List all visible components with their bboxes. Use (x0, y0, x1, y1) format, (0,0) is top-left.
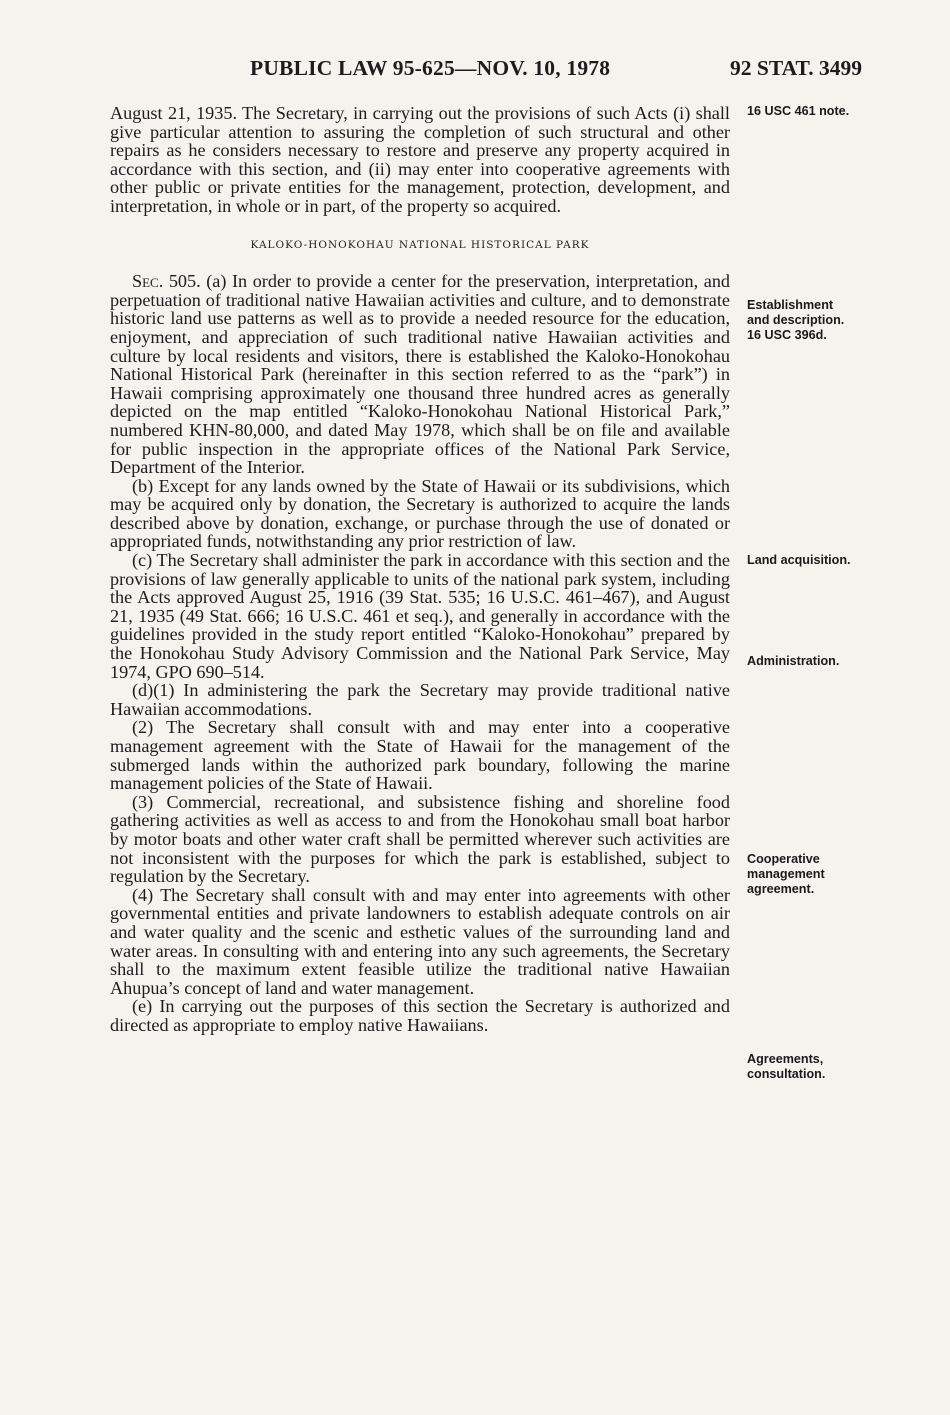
margin-note-establishment (747, 298, 942, 343)
running-header-title: PUBLIC LAW 95-625—NOV. 10, 1978 (250, 56, 611, 80)
paragraph-e: (e) In carrying out the purposes of this section the Secretary is authorized and directed as appropriate to employ native Hawaiians. (110, 996, 730, 1035)
section-label: Sec. 505. (132, 271, 201, 292)
paragraph-intro: August 21, 1935. The Secretary, in carrying out the provisions of such Acts (i) shall give particular attention to assuring the completion of such structural and other repairs as he considers necessary to restore and preserve any property acquired in accordance with this section, and (ii) may enter into cooperative agreements with other public or private entities for the management, protection, development, and interpretation, in whole or in part, of the property so acquired. (110, 103, 730, 216)
margin-note-line: management (747, 867, 825, 881)
paragraph-d2: (2) The Secretary shall consult with and may enter into a cooperative management agreement with the State of Hawaii for the management of the submerged lands within the authorized park boundary, following the marine management policies of the State of Hawaii. (110, 717, 730, 794)
paragraph-c: (c) The Secretary shall administer the park in accordance with this section and the provisions of law generally applicable to units of the national park system, including the Acts approved August 25, 1916 (39 Stat. 535; 16 U.S.C. 461–467), and August 21, 1935 (49 Stat. 666; 16 U.S.C. 461 et seq.), and generally in accordance with the guidelines provided in the study report entitled “Kaloko-Honokohau” prepared by the Honokohau Study Advisory Commission and the National Park Service, May 1974, GPO 690–514. (110, 550, 730, 682)
section-heading: KALOKO-HONOKOHAU NATIONAL HISTORICAL PARK (250, 238, 590, 251)
margin-note-line: agreement. (747, 882, 815, 896)
running-header-stat-page: 92 STAT. 3499 (730, 56, 863, 80)
margin-note-administration: Administration. (747, 654, 840, 668)
body-text (110, 104, 730, 1035)
paragraph-a-text: (a) In order to provide a center for the preservation, interpretation, and perpetuation of traditional native Hawaiian activities and culture, and to demonstrate historic land use patterns as well as to provide a needed resource for the education, enjoyment, and appreciation of such traditional native Hawaiian activities and culture by local residents and visitors, there is established the Kaloko-Honokohau National Historical Park (hereinafter in this section referred to as the “park”) in Hawaii comprising approximately one thousand three hundred acres as generally depicted on the map entitled “Kaloko-Honokohau National Historical Park,” numbered KHN-80,000, and dated May 1978, which shall be on file and available for public inspection in the appropriate offices of the National Park Service, Department of the Interior. (110, 271, 731, 478)
paragraph-a (110, 272, 730, 477)
paragraph-d1: (d)(1) In administering the park the Secretary may provide traditional native Hawaiian accommodations. (110, 680, 730, 719)
margin-note-line: consultation. (747, 1067, 826, 1081)
margin-note-usc-461: 16 USC 461 note. (747, 104, 850, 118)
margin-note-land-acquisition: Land acquisition. (747, 553, 851, 567)
paragraph-d3: (3) Commercial, recreational, and subsistence fishing and shoreline food gathering activities as well as access to and from the Honokohau small boat harbor by motor boats and other water craft shall be permitted wherever such activities are not inconsistent with the purposes for which the park is established, subject to regulation by the Secretary. (110, 791, 730, 887)
paragraph-d4: (4) The Secretary shall consult with and may enter into agreements with other governmental entities and private landowners to establish adequate controls on air and water quality and the scenic and esthetic values of the surrounding land and water areas. In consulting with and entering into any such agreements, the Secretary shall to the maximum extent feasible utilize the traditional native Hawaiian Ahupua’s concept of land and water management. (110, 884, 730, 998)
margin-note-line: and description. (747, 313, 845, 327)
margin-note-agreements-consultation (747, 1052, 942, 1082)
margin-note-cooperative-agreement (747, 852, 942, 897)
paragraph-b: (b) Except for any lands owned by the State of Hawaii or its subdivisions, which may be acquired only by donation, the Secretary is authorized to acquire the lands described above by donation, exchange, or purchase through the use of donated or appropriated funds, notwithstanding any prior restriction of law. (110, 475, 730, 552)
margin-note-line: Cooperative (747, 852, 820, 866)
margin-note-line: Agreements, (747, 1052, 824, 1066)
margin-note-line: Establishment (747, 298, 834, 312)
margin-note-line: 16 USC 396d. (747, 328, 827, 342)
